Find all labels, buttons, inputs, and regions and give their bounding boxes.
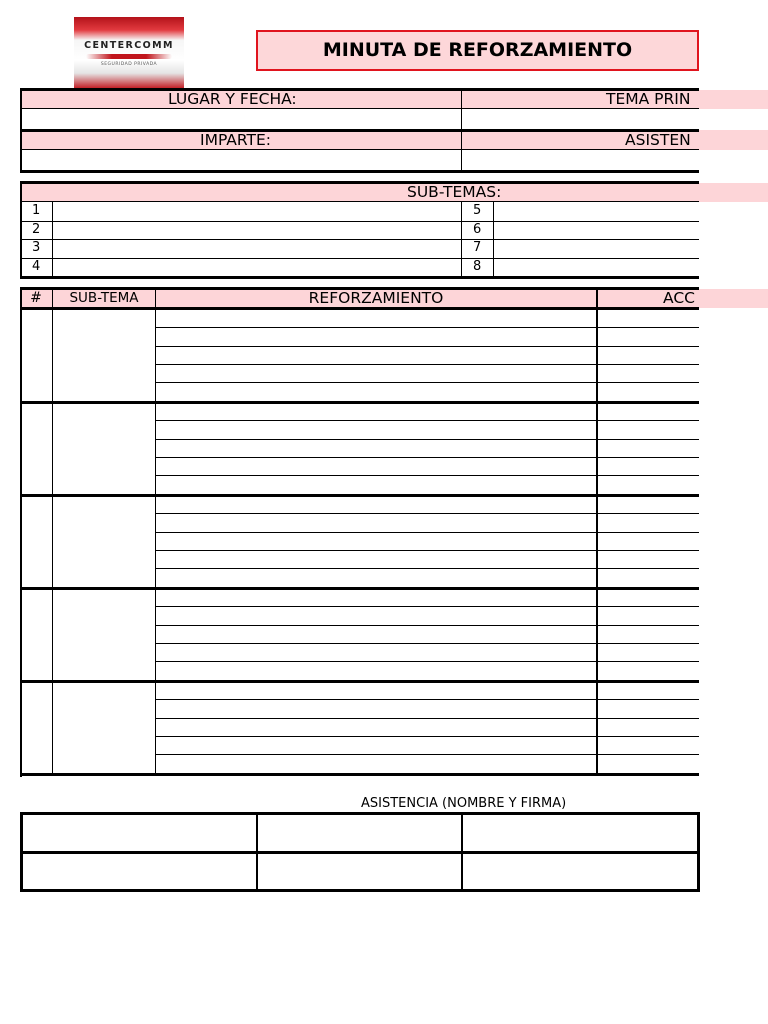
info-section <box>20 88 768 173</box>
column-header-acciones: ACC <box>663 289 695 307</box>
asistencia-signature-3[interactable] <box>464 815 696 850</box>
subtema-number-6: 6 <box>473 222 482 237</box>
subtema-number-7: 7 <box>473 240 482 255</box>
subtemas-section <box>20 181 768 279</box>
table-block-4[interactable] <box>22 590 699 680</box>
column-header-number: # <box>30 290 42 306</box>
asistencia-label: ASISTENCIA (NOMBRE Y FIRMA) <box>361 796 567 811</box>
company-logo <box>74 17 184 89</box>
table-block-1[interactable] <box>22 310 699 401</box>
asistencia-signature-4[interactable] <box>23 855 255 889</box>
subtema-number-8: 8 <box>473 259 482 274</box>
subtema-number-1: 1 <box>32 203 41 218</box>
subtema-number-4: 4 <box>32 259 41 274</box>
subtema-field-4[interactable] <box>53 259 461 276</box>
tema-principal-field[interactable] <box>462 109 699 128</box>
document-title: MINUTA DE REFORZAMIENTO <box>256 30 699 71</box>
sheet-edge-mask <box>699 0 768 88</box>
column-header-subtema: SUB-TEMA <box>69 290 139 306</box>
subtema-field-5[interactable] <box>494 202 699 220</box>
imparte-label: IMPARTE: <box>200 131 272 149</box>
subtema-field-6[interactable] <box>494 222 699 239</box>
subtema-field-8[interactable] <box>494 259 699 276</box>
logo-brand: CENTERCOMM <box>84 40 174 51</box>
subtema-field-3[interactable] <box>53 240 461 257</box>
subtema-number-2: 2 <box>32 222 41 237</box>
logo-swoosh <box>86 54 172 59</box>
lugar-fecha-label: LUGAR Y FECHA: <box>168 90 297 108</box>
table-block-3[interactable] <box>22 497 699 587</box>
asistencia-signature-5[interactable] <box>259 855 460 889</box>
subtema-number-5: 5 <box>473 203 482 218</box>
asistencia-signature-1[interactable] <box>23 815 255 850</box>
subtema-number-3: 3 <box>32 240 41 255</box>
table-block-2[interactable] <box>22 404 699 494</box>
asistencia-signature-2[interactable] <box>259 815 460 850</box>
table-block-5[interactable] <box>22 683 699 773</box>
lugar-fecha-field[interactable] <box>22 109 460 128</box>
subtema-field-1[interactable] <box>53 202 461 220</box>
imparte-field[interactable] <box>22 150 460 169</box>
asistentes-label: ASISTEN <box>625 131 691 149</box>
subtema-field-2[interactable] <box>53 222 461 239</box>
subtemas-header: SUB-TEMAS: <box>407 183 502 201</box>
asistentes-field[interactable] <box>462 150 699 169</box>
subtemas-header-band <box>20 183 768 202</box>
asistencia-signature-6[interactable] <box>464 855 696 889</box>
tema-principal-label: TEMA PRIN <box>606 90 691 108</box>
reforzamiento-table <box>20 287 768 777</box>
asistencia-grid <box>20 812 700 892</box>
subtema-field-7[interactable] <box>494 240 699 257</box>
logo-tagline: SEGURIDAD PRIVADA <box>100 62 158 67</box>
column-header-reforzamiento: REFORZAMIENTO <box>308 289 444 307</box>
